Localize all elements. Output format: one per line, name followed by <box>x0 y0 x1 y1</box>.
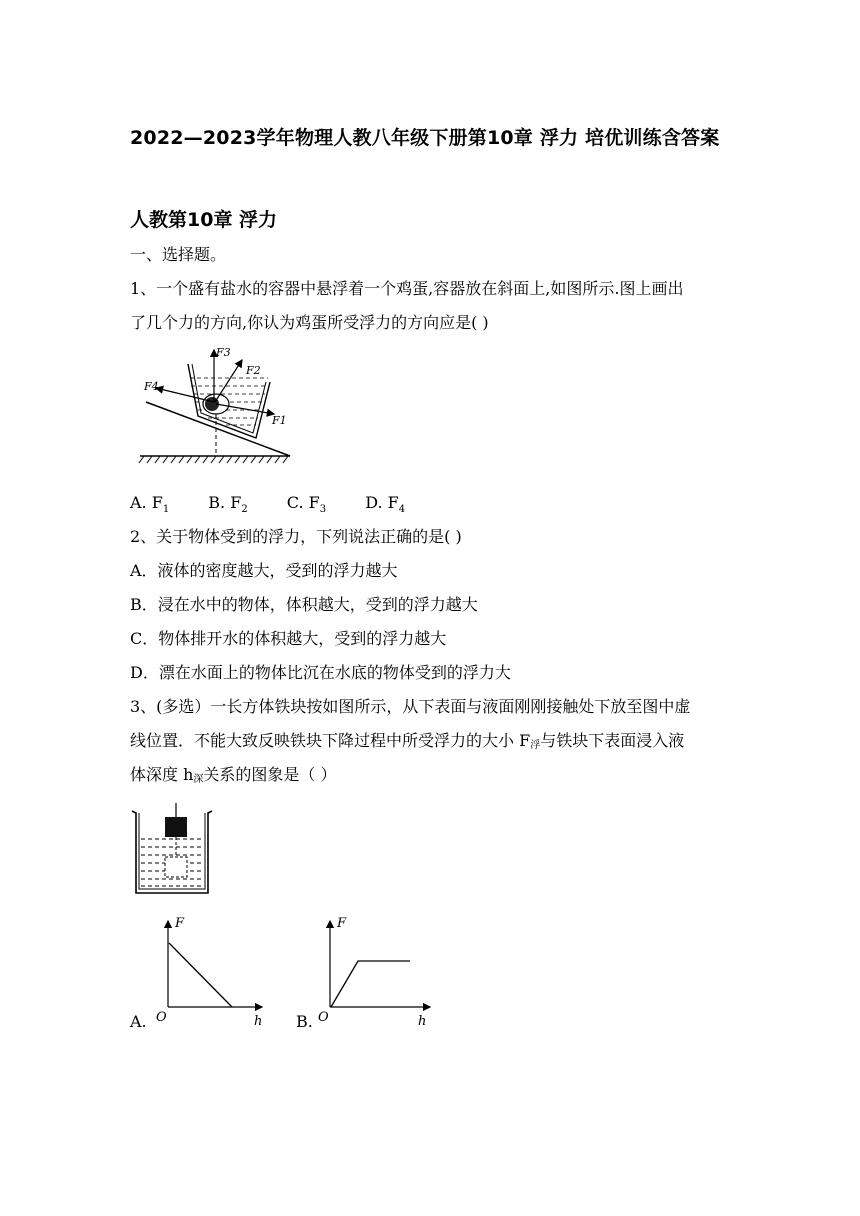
q1-option-a[interactable]: A. $F_1$ <box>130 493 170 516</box>
q1-label-f1: F1 <box>272 414 287 427</box>
q3-graph-b-origin: O <box>318 1010 329 1025</box>
q2-option-d[interactable]: D．漂在水面上的物体比沉在水底的物体受到的浮力大 <box>130 663 511 682</box>
q1-option-c[interactable]: C. $F_3$ <box>286 493 327 516</box>
q3-graph-a-origin: O <box>156 1010 167 1025</box>
chapter-subtitle: 人教第10章 浮力 <box>130 209 278 231</box>
q2-stem: 2、关于物体受到的浮力，下列说法正确的是( ) <box>130 527 462 546</box>
q1-incline-figure <box>138 342 298 468</box>
q2-option-a[interactable]: A．液体的密度越大，受到的浮力越大 <box>130 561 398 580</box>
q1-stem-line2: 了几个力的方向,你认为鸡蛋所受浮力的方向应是( ) <box>130 313 489 332</box>
q2-option-b[interactable]: B．浸在水中的物体，体积越大，受到的浮力越大 <box>130 595 478 614</box>
q1-stem-line1: 1、一个盛有盐水的容器中悬浮着一个鸡蛋,容器放在斜面上,如图所示.图上画出 <box>130 279 684 298</box>
q3-graph-b-y-label: F <box>337 916 347 931</box>
q3-stem-line1: 3、(多选）一长方体铁块按如图所示，从下表面与液面刚刚接触处下放至图中虚 <box>130 697 691 716</box>
q3-graph-b-line <box>331 961 410 1007</box>
q1-label-f3: F3 <box>216 346 231 359</box>
q3-option-b[interactable]: B. <box>296 1012 313 1031</box>
q3-graph-a-y-label: F <box>175 916 185 931</box>
document-title: 2022—2023学年物理人教八年级下册第10章 浮力 培优训练含答案 <box>130 127 720 149</box>
q3-stem-line2: 线位置．不能大致反映铁块下降过程中所受浮力的大小 F浮与铁块下表面浸入液 <box>130 731 685 751</box>
q3-graph-a <box>150 915 270 1030</box>
q2-option-c[interactable]: C．物体排开水的体积越大，受到的浮力越大 <box>130 629 447 648</box>
q3-stem-line3: 体深度 h深关系的图象是（ ） <box>130 765 337 785</box>
q1-option-b[interactable]: B. $F_2$ <box>208 493 248 516</box>
section-heading: 一、选择题。 <box>130 245 227 264</box>
q3-beaker-figure <box>128 803 218 898</box>
q3-graph-b <box>312 915 437 1030</box>
q3-graph-a-line <box>169 943 232 1007</box>
q1-label-f2: F2 <box>246 364 261 377</box>
q3-graph-b-x-label: h <box>418 1014 427 1029</box>
q1-option-d[interactable]: D. $F_4$ <box>365 493 406 516</box>
q3-graph-a-x-label: h <box>254 1014 263 1029</box>
q3-option-a[interactable]: A. <box>130 1012 147 1031</box>
q1-label-f4: F4 <box>144 380 159 393</box>
